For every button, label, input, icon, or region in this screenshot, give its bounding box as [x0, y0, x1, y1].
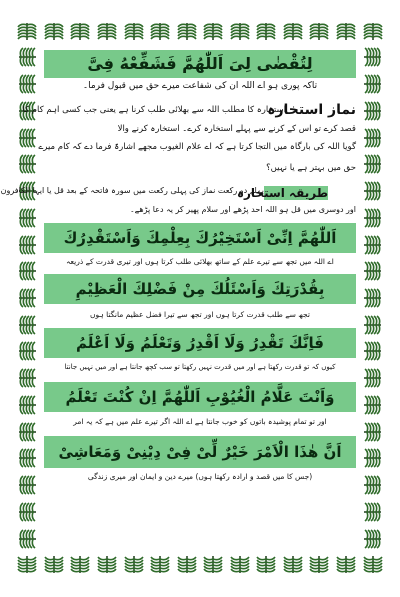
- leaf-ornament-icon: [363, 529, 383, 549]
- leaf-ornament-icon: [17, 154, 37, 174]
- leaf-ornament-icon: [363, 154, 383, 174]
- dua-translation-2: تجھ سے طلب قدرت کرتا ہوں اور تجھ سے تیرا فضل عظیم مانگتا ہوں: [90, 310, 310, 319]
- dua-arabic-2: بِقُدْرَتِكَ وَاَسْئَلُكَ مِنْ فَضْلِكَ الْعَظِیْمِ: [44, 274, 356, 304]
- leaf-ornament-icon: [363, 448, 383, 468]
- leaf-ornament-icon: [309, 21, 329, 41]
- method-heading: طریقہ استخارہ: [236, 186, 328, 200]
- leaf-ornament-icon: [150, 21, 170, 41]
- leaf-ornament-icon: [17, 555, 37, 575]
- dua-arabic-4: وَاَنْتَ عَلَّامُ الْغُیُوْبِ اَللّٰهُمَّ اِنْ كُنْتَ تَعْلَمُ: [44, 382, 356, 412]
- leaf-ornament-icon: [363, 395, 383, 415]
- title-arabic: لِتُقْضٰی لِیَ اَللّٰهُمَّ فَشَفِّعْهُ فِیَّ: [44, 50, 356, 78]
- leaf-ornament-icon: [363, 341, 383, 361]
- leaf-ornament-icon: [363, 235, 383, 255]
- dua-translation-1: اے اللہ میں تجھ سے تیرے علم کے ساتھ بھلائی طلب کرتا ہوں اور تیری قدرت کے ذریعہ: [66, 257, 334, 266]
- leaf-ornament-icon: [309, 555, 329, 575]
- leaf-ornament-icon: [283, 555, 303, 575]
- leaf-ornament-icon: [363, 422, 383, 442]
- leaf-ornament-icon: [70, 21, 90, 41]
- leaf-ornament-icon: [230, 555, 250, 575]
- istikhara-heading: نماز استخارہ: [267, 102, 356, 118]
- dua-arabic-3: فَاِنَّكَ تَقْدِرُ وَلَا اَقْدِرُ وَتَعْلَمُ وَلَا اَعْلَمُ: [44, 328, 356, 358]
- page-frame: [0, 18, 386, 578]
- leaf-ornament-icon: [177, 555, 197, 575]
- leaf-ornament-icon: [17, 208, 37, 228]
- leaf-ornament-icon: [363, 21, 383, 41]
- bottom-border: [14, 552, 386, 578]
- leaf-ornament-icon: [363, 74, 383, 94]
- leaf-ornament-icon: [363, 261, 383, 281]
- leaf-ornament-icon: [256, 555, 276, 575]
- leaf-ornament-icon: [363, 502, 383, 522]
- leaf-ornament-icon: [17, 448, 37, 468]
- dua-arabic-5: اَنَّ هٰذَا الْاَمْرَ خَیْرٌ لِّیْ فِیْ دِیْنِیْ وَمَعَاشِیْ: [44, 436, 356, 468]
- leaf-ornament-icon: [17, 341, 37, 361]
- leaf-ornament-icon: [363, 181, 383, 201]
- leaf-ornament-icon: [17, 261, 37, 281]
- dua-translation-3: کیوں کہ تو قدرت رکھتا ہے اور میں قدرت نہیں رکھتا تو سب کچھ جانتا ہے اور میں نہیں جانتا: [64, 363, 336, 371]
- leaf-ornament-icon: [17, 529, 37, 549]
- leaf-ornament-icon: [283, 21, 303, 41]
- leaf-ornament-icon: [363, 475, 383, 495]
- content: [0, 48, 356, 548]
- right-border: [360, 44, 386, 552]
- leaf-ornament-icon: [17, 315, 37, 335]
- leaf-ornament-icon: [17, 395, 37, 415]
- leaf-ornament-icon: [17, 74, 37, 94]
- leaf-ornament-icon: [336, 555, 356, 575]
- leaf-ornament-icon: [203, 21, 223, 41]
- method-line-2: اور دوسری میں قل ہو اللہ احد پڑھے اور سلام پھیر کر یہ دعا پڑھے۔: [129, 205, 356, 214]
- leaf-ornament-icon: [124, 555, 144, 575]
- dua-arabic-1: اَللّٰهُمَّ اِنِّیْ اَسْتَخِیْرُكَ بِعِلْمِكَ وَاَسْتَقْدِرُكَ: [44, 223, 356, 253]
- leaf-ornament-icon: [17, 128, 37, 148]
- istikhara-line-4: حق میں بہتر ہے یا نہیں؟: [266, 163, 356, 173]
- leaf-ornament-icon: [256, 21, 276, 41]
- leaf-ornament-icon: [97, 555, 117, 575]
- leaf-ornament-icon: [97, 21, 117, 41]
- leaf-ornament-icon: [17, 288, 37, 308]
- leaf-ornament-icon: [230, 21, 250, 41]
- leaf-ornament-icon: [363, 101, 383, 121]
- title-translation: تاکہ پوری ہو اے اللہ ان کی شفاعت میرے حق میں قبول فرما۔: [82, 81, 318, 91]
- leaf-ornament-icon: [17, 422, 37, 442]
- leaf-ornament-icon: [203, 555, 223, 575]
- istikhara-line-2: قصد کرے تو اس کے کرنے سے پہلے استخارہ کرے۔ استخارہ کرنے والا: [117, 124, 356, 134]
- leaf-ornament-icon: [363, 288, 383, 308]
- leaf-ornament-icon: [44, 21, 64, 41]
- leaf-ornament-icon: [363, 368, 383, 388]
- leaf-ornament-icon: [363, 315, 383, 335]
- leaf-ornament-icon: [336, 21, 356, 41]
- left-border: [14, 44, 40, 552]
- leaf-ornament-icon: [17, 21, 37, 41]
- top-border: [14, 18, 386, 44]
- leaf-ornament-icon: [44, 555, 64, 575]
- leaf-ornament-icon: [150, 555, 170, 575]
- leaf-ornament-icon: [70, 555, 90, 575]
- leaf-ornament-icon: [124, 21, 144, 41]
- leaf-ornament-icon: [177, 21, 197, 41]
- leaf-ornament-icon: [363, 555, 383, 575]
- leaf-ornament-icon: [17, 502, 37, 522]
- leaf-ornament-icon: [363, 128, 383, 148]
- leaf-ornament-icon: [17, 47, 37, 67]
- istikhara-line-3: گویا اللہ کی بارگاہ میں التجا کرتا ہے کہ اے علام الغیوب مجھے اشارۃً فرما دے کہ کام میرے: [38, 142, 356, 152]
- dua-translation-4: اور تو تمام پوشیدہ باتوں کو خوب جانتا ہے اے اللہ اگر تیرے علم میں ہے کہ یہ امر: [73, 417, 327, 426]
- istikhara-line-1: استخارہ کا مطلب اللہ سے بھلائی طلب کرنا ہے یعنی جب کسی اہم کام کا: [22, 105, 286, 115]
- leaf-ornament-icon: [17, 235, 37, 255]
- leaf-ornament-icon: [363, 208, 383, 228]
- dua-translation-5: (جس کا میں قصد و ارادہ رکھتا ہوں) میرے دین و ایمان اور میری زندگی: [87, 472, 313, 481]
- method-line-1: پہلے دو رکعت نماز کی پہلی رکعت میں سورہ فاتحہ کے بعد قل یا ایہا الکافرون: [0, 186, 264, 195]
- leaf-ornament-icon: [363, 47, 383, 67]
- leaf-ornament-icon: [17, 368, 37, 388]
- leaf-ornament-icon: [17, 475, 37, 495]
